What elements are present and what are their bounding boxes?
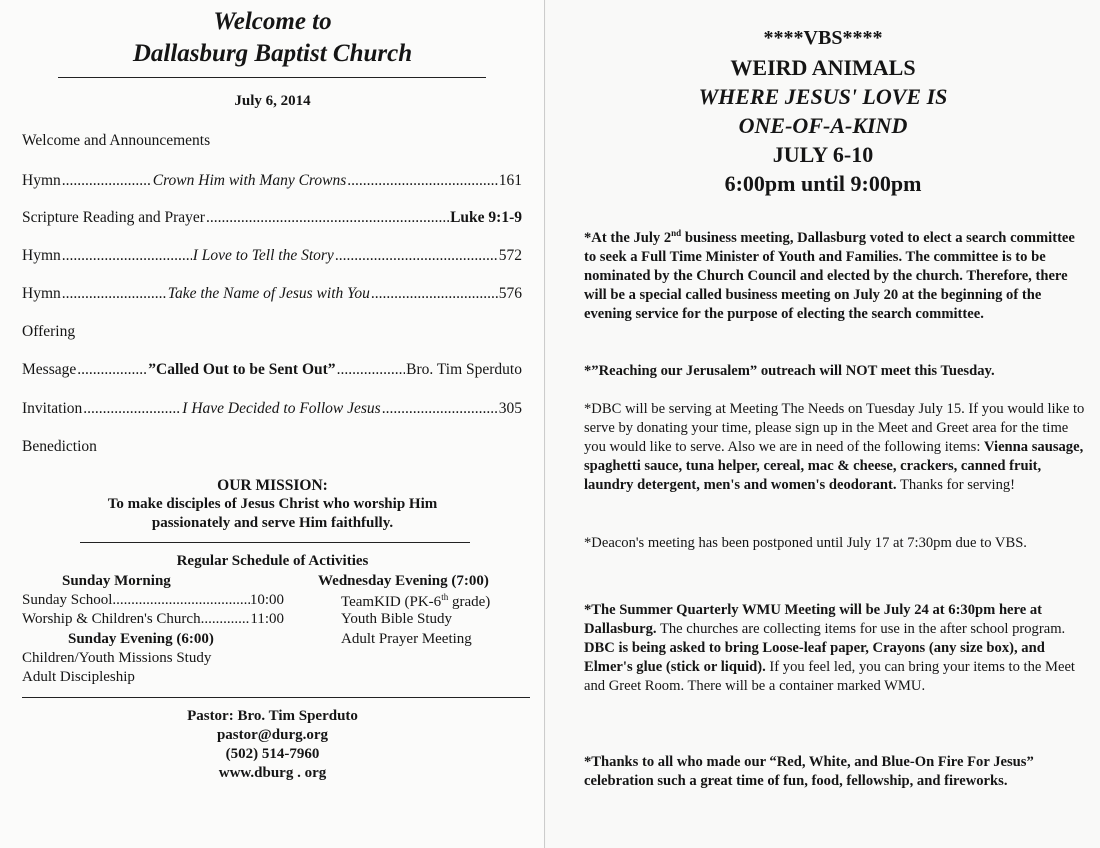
wednesday-item: Youth Bible Study: [341, 611, 453, 627]
order-value: 576: [498, 285, 522, 302]
announcement-meeting-needs: [584, 400, 1089, 495]
invitation-label: Invitation: [22, 400, 83, 417]
p5-text-b: If you feel led, you can bring your items to the Meet and Greet Room. There will be a container marked WMU.: [584, 659, 1075, 694]
order-title: Take the Name of Jesus with You: [167, 285, 370, 302]
pastor-name: Pastor: Bro. Tim Sperduto: [187, 708, 358, 724]
sunday-evening-item: Adult Discipleship: [22, 669, 135, 685]
teamkid-sup: th: [441, 592, 449, 602]
order-label: Hymn: [22, 247, 61, 264]
wednesday-item: Adult Prayer Meeting: [341, 631, 472, 647]
vbs-times: 6:00pm until 9:00pm: [724, 171, 922, 196]
order-value: 161: [498, 172, 522, 189]
order-label: Hymn: [22, 172, 61, 189]
sunday-school-time: 10:00: [249, 592, 284, 608]
vbs-theme-line3: ONE-OF-A-KIND: [738, 113, 908, 138]
order-value: Luke 9:1-9: [450, 209, 522, 226]
order-item: [22, 172, 522, 190]
welcome-title-line2: Dallasburg Baptist Church: [132, 40, 413, 67]
p1-text-b: business meeting, Dallasburg voted to elect a search committee to seek a Full Time Minister of Youth and Families. The committee is to be nominated by the Church Council and elected by the church. Therefore, there will be a special called business meeting on July 20 at the beginning of the evening service for the purpose of electing the search committee.: [584, 229, 1075, 322]
schedule-divider: [22, 697, 530, 698]
order-label: Hymn: [22, 285, 61, 302]
sunday-evening-heading: Sunday Evening (6:00): [68, 631, 214, 647]
invitation-value: 305: [498, 400, 522, 417]
message-title: ”Called Out to be Sent Out”: [148, 361, 336, 378]
invitation-title: I Have Decided to Follow Jesus: [182, 400, 381, 417]
title-divider: [58, 77, 486, 78]
message-line: [22, 361, 522, 379]
announcement-wmu: [584, 601, 1089, 696]
church-phone: (502) 514-7960: [225, 746, 320, 762]
mission-divider: [80, 542, 470, 543]
wednesday-evening-heading: Wednesday Evening (7:00): [318, 573, 489, 589]
message-label: Message: [22, 361, 77, 378]
p3-text-a: *DBC will be serving at Meeting The Needs on Tuesday July 15. If you would like to serve by donating your time, please sign up in the Meet and Greet area for the time you would like to serve. Also we are in need of the following items:: [584, 401, 1085, 455]
order-item: [22, 285, 522, 303]
order-title: I Love to Tell the Story: [192, 247, 334, 264]
order-item: [22, 247, 522, 265]
sunday-school-line: [22, 592, 284, 609]
vbs-dates: JULY 6-10: [772, 142, 874, 167]
message-speaker: Bro. Tim Sperduto: [406, 361, 522, 378]
vbs-theme-line2: WHERE JESUS' LOVE IS: [698, 84, 948, 109]
p3-items: Vienna sausage, spaghetti sauce, tuna helper, cereal, mac & cheese, crackers, canned fruit, laundry detergent, men's and women's deodorant.: [584, 439, 1084, 493]
vbs-theme-line1: WEIRD ANIMALS: [730, 55, 916, 80]
church-website: www.dburg . org: [218, 765, 327, 781]
pastor-email: pastor@durg.org: [216, 727, 329, 743]
announcement-thanks: *Thanks to all who made our “Red, White, and Blue-On Fire For Jesus” celebration such a great time of fun, food, fellowship, and fireworks.: [584, 754, 1034, 789]
mission-line1: To make disciples of Jesus Christ who worship Him: [107, 496, 438, 512]
benediction: Benediction: [22, 438, 97, 455]
worship-label: Worship & Children's Church: [22, 611, 201, 627]
wednesday-item-teamkid: [341, 592, 490, 611]
teamkid-text: TeamKID (PK-6: [341, 594, 442, 610]
offering: Offering: [22, 323, 76, 340]
p3-text-c: Thanks for serving!: [896, 477, 1016, 493]
welcome-title-line1: Welcome to: [213, 8, 332, 35]
p5-bold-b: DBC is being asked to bring Loose-leaf paper, Crayons (any size box), and Elmer's glue (stick or liquid).: [584, 640, 1045, 675]
order-title: Crown Him with Many Crowns: [152, 172, 347, 189]
announcement-deacons: *Deacon's meeting has been postponed until July 17 at 7:30pm due to VBS.: [584, 535, 1027, 551]
p5-text-a: The churches are collecting items for use in the after school program.: [656, 621, 1066, 637]
announcement-outreach: *”Reaching our Jerusalem” outreach will NOT meet this Tuesday.: [584, 363, 995, 379]
sunday-morning-heading: Sunday Morning: [62, 573, 171, 589]
announcement-search-committee: [584, 224, 1089, 324]
order-item: [22, 209, 522, 227]
vbs-heading: ****VBS****: [763, 27, 883, 49]
invitation-line: [22, 400, 522, 418]
order-label: Scripture Reading and Prayer: [22, 209, 205, 226]
worship-time: 11:00: [250, 611, 284, 627]
order-value: 572: [498, 247, 522, 264]
schedule-heading: Regular Schedule of Activities: [176, 553, 369, 569]
worship-line: [22, 611, 284, 628]
bulletin-date: July 6, 2014: [234, 93, 311, 109]
p5-bold-a: *The Summer Quarterly WMU Meeting will be July 24 at 6:30pm here at Dallasburg.: [584, 602, 1043, 637]
left-page: [0, 0, 545, 848]
right-page: [546, 0, 1100, 848]
p1-sup: nd: [671, 228, 682, 238]
p1-text-a: *At the July 2: [584, 229, 672, 246]
sunday-evening-item: Children/Youth Missions Study: [22, 650, 212, 666]
mission-line2: passionately and serve Him faithfully.: [151, 515, 394, 531]
sunday-school-label: Sunday School: [22, 592, 113, 608]
welcome-announcements: Welcome and Announcements: [22, 132, 211, 149]
mission-heading: OUR MISSION:: [217, 477, 328, 494]
teamkid-grade: grade): [448, 594, 491, 610]
